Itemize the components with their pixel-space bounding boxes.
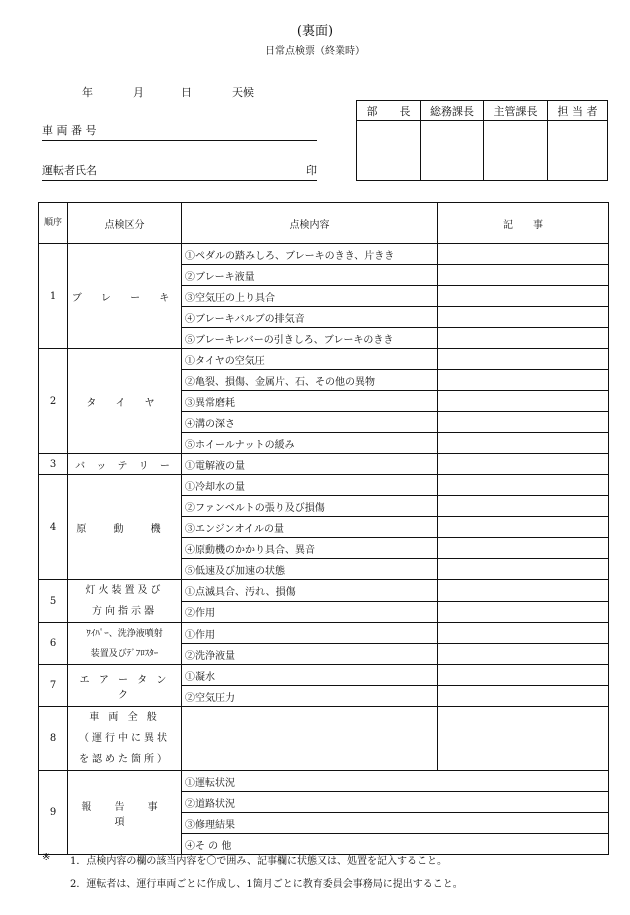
approval-stamp-box[interactable]	[484, 121, 548, 181]
remarks-cell[interactable]	[438, 559, 609, 580]
page-title: (裏面)	[296, 24, 334, 39]
remarks-cell[interactable]	[438, 307, 609, 328]
section-number: 8	[39, 707, 68, 771]
weather-label: 天候	[232, 86, 254, 99]
check-item: ②洗浄液量	[182, 644, 438, 665]
remarks-cell[interactable]	[438, 265, 609, 286]
remarks-cell[interactable]	[438, 538, 609, 559]
section-number: 3	[39, 454, 68, 475]
date-year-label: 年	[82, 86, 93, 99]
driver-name-label: 運転者氏名	[42, 164, 97, 177]
section-category	[68, 580, 182, 623]
remarks-cell[interactable]	[438, 601, 609, 623]
section-category: エ ア ー タ ン ク	[68, 665, 182, 707]
category-line: 装置及びﾃﾞﾌﾛｽﾀｰ	[90, 648, 159, 659]
approval-head-4: 担 当 者	[548, 101, 608, 121]
check-item: ④原動機のかかり具合、異音	[182, 538, 438, 559]
note-line-1: 1．点検内容の欄の該当内容を〇で囲み、記事欄に状態又は、処置を記入すること。	[70, 856, 447, 867]
col-category-header: 点検区分	[68, 203, 182, 244]
remarks-cell[interactable]	[438, 328, 609, 349]
check-item: ③異常磨耗	[182, 391, 438, 412]
section-category: 報 告 事 項	[68, 771, 182, 855]
section-category: バ ッ テ リ ー	[68, 454, 182, 475]
remarks-cell[interactable]	[438, 475, 609, 496]
vehicle-number-label: 車 両 番 号	[42, 124, 97, 137]
remarks-cell[interactable]	[438, 517, 609, 538]
approval-stamp-box[interactable]	[421, 121, 484, 181]
date-day-label: 日	[181, 86, 192, 99]
check-item: ①作用	[182, 623, 438, 644]
section-number: 2	[39, 349, 68, 454]
date-month-label: 月	[133, 86, 144, 99]
report-item[interactable]: ①運転状況	[182, 771, 609, 792]
check-item: ⑤ホイールナットの緩み	[182, 433, 438, 454]
check-item: ②作用	[182, 601, 438, 623]
check-item: ①電解液の量	[182, 454, 438, 475]
category-line: （運行中に異状	[79, 733, 170, 744]
category-line: 方向指示器	[92, 606, 157, 617]
remarks-cell[interactable]	[438, 349, 609, 370]
check-item: ②ブレーキ液量	[182, 265, 438, 286]
category-line: 灯火装置及び	[85, 585, 164, 596]
section-category: タ イ ヤ	[68, 349, 182, 454]
check-item: ⑤低速及び加速の状態	[182, 559, 438, 580]
section-number: 9	[39, 771, 68, 855]
section-number: 6	[39, 623, 68, 665]
driver-name-field[interactable]	[42, 162, 317, 181]
check-item: ④ブレーキバルブの排気音	[182, 307, 438, 328]
section-category	[68, 623, 182, 665]
check-item: ①点滅具合、汚れ、損傷	[182, 580, 438, 602]
section-number: 1	[39, 244, 68, 349]
remarks-cell[interactable]	[438, 496, 609, 517]
remarks-cell[interactable]	[438, 665, 609, 686]
section-category: 原 動 機	[68, 475, 182, 580]
check-item: ③エンジンオイルの量	[182, 517, 438, 538]
inspection-table	[38, 202, 609, 855]
remarks-cell[interactable]	[438, 454, 609, 475]
remarks-cell[interactable]	[438, 707, 609, 771]
section-number: 5	[39, 580, 68, 623]
check-item: ⑤ブレーキレバーの引きしろ、ブレーキのきき	[182, 328, 438, 349]
remarks-cell[interactable]	[438, 244, 609, 265]
category-line: ﾜｲﾊﾟｰ、洗浄液噴射	[86, 628, 163, 639]
category-line: 車 両 全 般	[89, 712, 160, 723]
col-remarks-header: 記 事	[438, 203, 609, 244]
remarks-cell[interactable]	[438, 644, 609, 665]
section-number: 7	[39, 665, 68, 707]
notes-mark: ※	[42, 852, 51, 863]
section-category: ブ レ ー キ	[68, 244, 182, 349]
note-line-2: 2．運転者は、運行車両ごとに作成し、1箇月ごとに教育委員会事務局に提出すること。	[70, 879, 463, 890]
check-item: ①タイヤの空気圧	[182, 349, 438, 370]
remarks-cell[interactable]	[438, 391, 609, 412]
check-item-blank[interactable]	[182, 707, 438, 771]
remarks-cell[interactable]	[438, 412, 609, 433]
section-number: 4	[39, 475, 68, 580]
approval-head-1: 部 長	[357, 101, 421, 121]
check-item: ②ファンベルトの張り及び損傷	[182, 496, 438, 517]
check-item: ①冷却水の量	[182, 475, 438, 496]
check-item: ③空気圧の上り具合	[182, 286, 438, 307]
approval-head-2: 総務課長	[421, 101, 484, 121]
check-item: ④溝の深さ	[182, 412, 438, 433]
category-line: を認めた箇所）	[79, 754, 170, 765]
remarks-cell[interactable]	[438, 433, 609, 454]
col-order-header: 順序	[39, 203, 68, 244]
approval-stamp-table	[356, 100, 608, 181]
report-item[interactable]: ④そ の 他	[182, 834, 609, 855]
section-category	[68, 707, 182, 771]
check-item: ①ペダルの踏みしろ、ブレーキのきき、片きき	[182, 244, 438, 265]
check-item: ①凝水	[182, 665, 438, 686]
remarks-cell[interactable]	[438, 623, 609, 644]
remarks-cell[interactable]	[438, 370, 609, 391]
seal-mark: 印	[306, 164, 317, 177]
page-subtitle: 日常点検票（終業時）	[265, 46, 365, 57]
approval-stamp-box[interactable]	[357, 121, 421, 181]
check-item: ②空気圧力	[182, 686, 438, 707]
approval-stamp-box[interactable]	[548, 121, 608, 181]
remarks-cell[interactable]	[438, 580, 609, 602]
approval-head-3: 主管課長	[484, 101, 548, 121]
col-content-header: 点検内容	[182, 203, 438, 244]
vehicle-number-field[interactable]	[42, 122, 317, 141]
remarks-cell[interactable]	[438, 686, 609, 707]
report-item[interactable]: ②道路状況	[182, 792, 609, 813]
check-item: ②亀裂、損傷、金属片、石、その他の異物	[182, 370, 438, 391]
remarks-cell[interactable]	[438, 286, 609, 307]
report-item[interactable]: ③修理結果	[182, 813, 609, 834]
